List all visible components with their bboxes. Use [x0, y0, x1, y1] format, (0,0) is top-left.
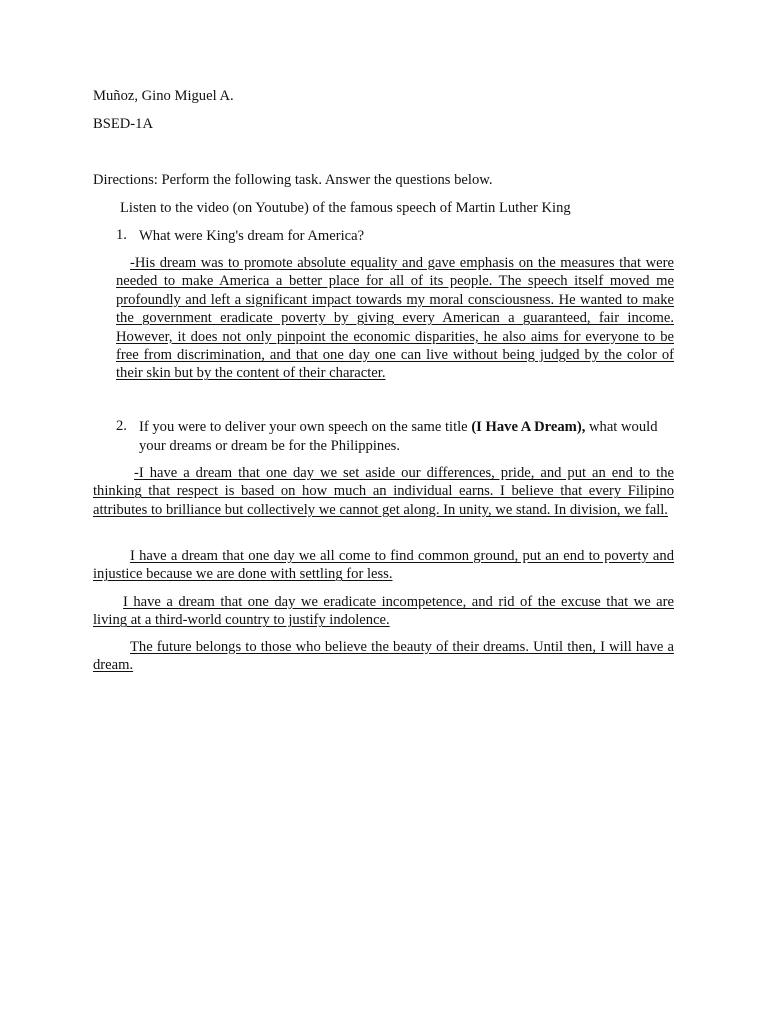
answer-2-paragraph-3: I have a dream that one day we eradicate incompetence, and rid of the excuse that we are living at a third-world country to justify indolence.	[93, 594, 674, 629]
question-text: What were King's dream for America?	[139, 228, 365, 244]
instruction-text: Listen to the video (on Youtube) of the famous speech of Martin Luther King	[120, 200, 571, 216]
question-1	[116, 227, 674, 246]
question-text	[139, 418, 674, 455]
question-number: 1.	[116, 227, 127, 243]
question-number: 2.	[116, 418, 127, 434]
question-text-end: what would your dreams or dream be for the Philippines.	[139, 419, 658, 454]
student-section: BSED-1A	[93, 116, 153, 132]
answer-2-paragraph-2: I have a dream that one day we all come to find common ground, put an end to poverty and injustice because we are done with settling for less.	[93, 548, 674, 583]
answer-2-paragraph-1: -I have a dream that one day we set aside our differences, pride, and put an end to the thinking that respect is based on how much an individual earns. I believe that every Filipino attributes to brilliance but collectively we cannot get along. In unity, we stand. In division, we fall.	[93, 465, 674, 518]
answer-1: -His dream was to promote absolute equality and gave emphasis on the measures that were needed to make America a better place for all of its people. The speech itself moved me profoundly and left a significant impact towards my moral consciousness. He wanted to make the government eradicate poverty by giving every American a guaranteed, fair income. However, it does not only pinpoint the economic disparities, he also aims for everyone to be free from discrimination, and that one day one can live without being judged by the color of their skin but by the content of their character.	[116, 255, 674, 382]
question-title-bold: (I Have A Dream),	[471, 419, 586, 435]
question-text-start: If you were to deliver your own speech on the same title	[139, 419, 472, 435]
directions-text: Directions: Perform the following task. Answer the questions below.	[93, 172, 493, 188]
answer-2-paragraph-4: The future belongs to those who believe the beauty of their dreams. Until then, I will have a dream.	[93, 639, 674, 674]
student-name: Muñoz, Gino Miguel A.	[93, 88, 234, 104]
question-2	[116, 418, 674, 455]
